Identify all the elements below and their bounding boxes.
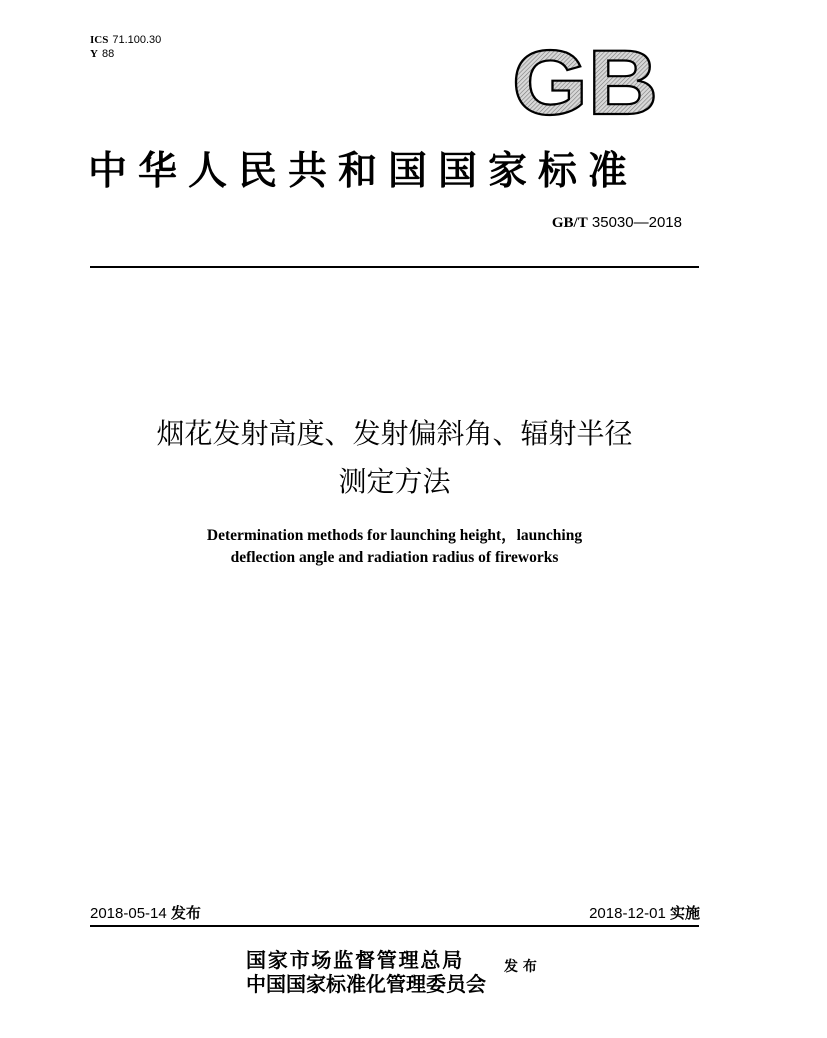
title-chinese-line1: 烟花发射高度、发射偏斜角、辐射半径 — [156, 417, 633, 450]
implementation-date — [589, 902, 700, 923]
ics-label: ICS — [90, 34, 109, 46]
ics-code: 71.100.30 — [112, 34, 162, 46]
implementation-date-value: 2018-12-01 — [589, 905, 666, 922]
title-english-line2: deflection angle and radiation radius of fireworks — [230, 549, 559, 566]
classification-codes — [90, 33, 161, 61]
ccs-code: 88 — [101, 48, 115, 60]
publish-label: 发 布 — [504, 959, 537, 975]
standard-category-title: 中华人民共和国国家标准 — [88, 148, 639, 194]
standard-code-number: 35030—2018 — [591, 214, 682, 231]
issuer-line2: 中国国家标准化管理委员会 — [246, 972, 486, 996]
title-chinese-line2: 测定方法 — [338, 465, 451, 498]
issuer-line1: 国家市场监督管理总局 — [246, 948, 464, 972]
ccs-line — [90, 47, 161, 61]
ics-line — [90, 33, 161, 47]
top-divider — [90, 266, 699, 268]
title-english-line1: Determination methods for launching height，launching — [206, 527, 583, 544]
implementation-date-label: 实施 — [669, 904, 700, 922]
standard-code — [552, 214, 682, 232]
issue-date-value: 2018-05-14 — [90, 905, 167, 922]
issue-date — [90, 902, 201, 923]
issue-date-label: 发布 — [170, 904, 201, 922]
ccs-label: Y — [90, 48, 98, 60]
gb-logo — [510, 44, 660, 120]
gb-logo-text: GB — [512, 44, 658, 120]
bottom-divider — [90, 925, 699, 927]
standard-code-prefix: GB/T — [551, 215, 588, 231]
